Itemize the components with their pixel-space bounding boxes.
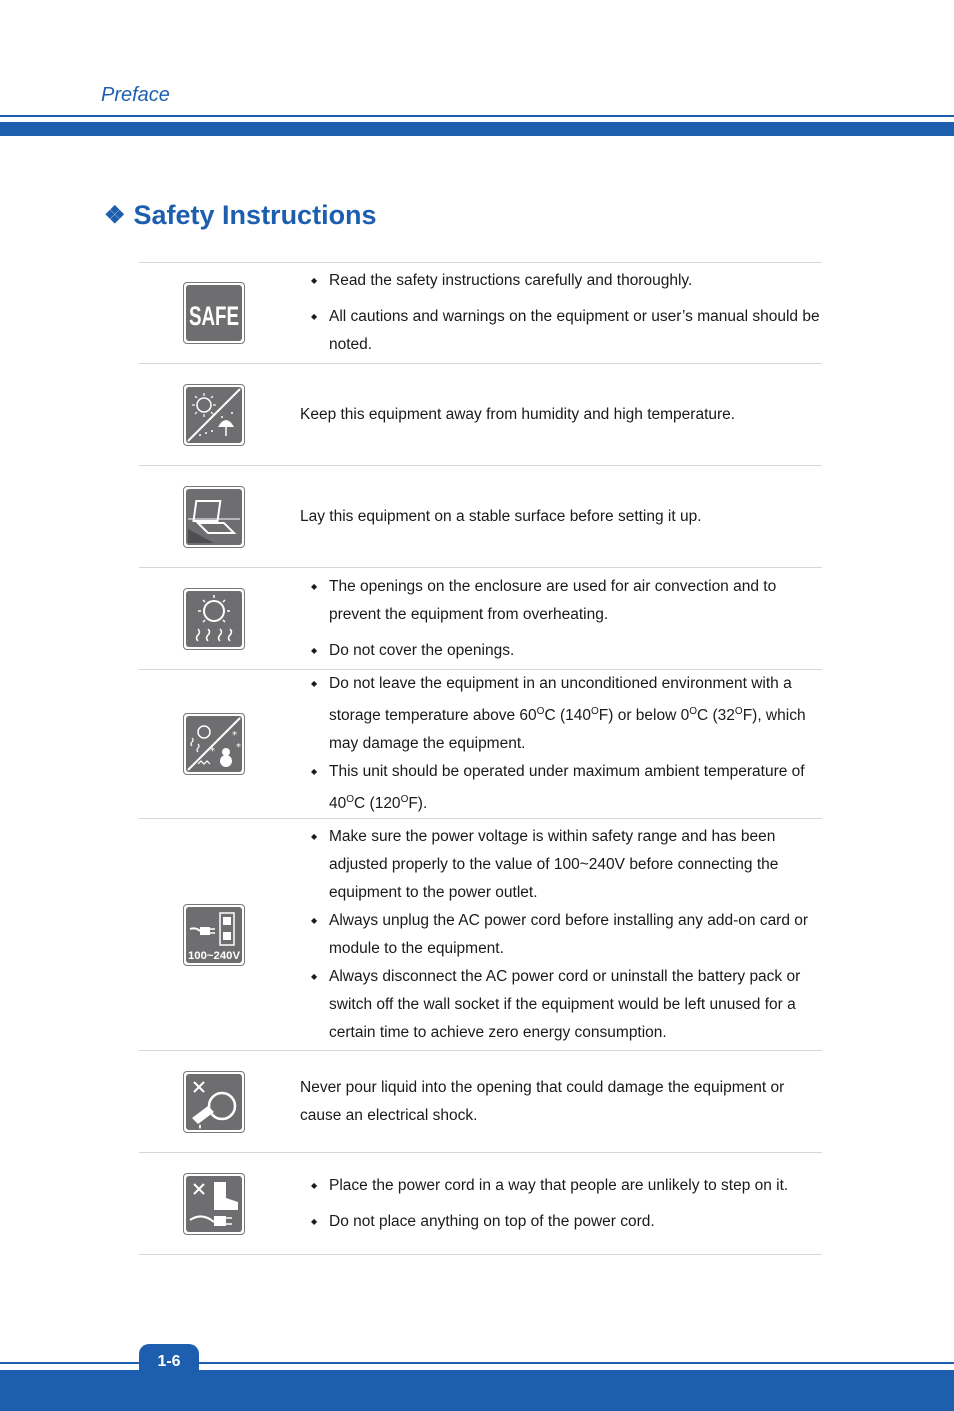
humidity-temperature-icon <box>183 384 245 446</box>
power-voltage-icon <box>183 904 245 966</box>
power-cord-icon <box>183 1173 245 1235</box>
table-row <box>139 567 822 669</box>
no-liquid-icon <box>183 1071 245 1133</box>
temperature-range-icon <box>183 713 245 775</box>
section-title: Safety Instructions <box>133 200 377 230</box>
list-item: ◆ Read the safety instructions carefully and thoroughly. <box>300 267 822 295</box>
header-title: Preface <box>101 84 170 106</box>
list-item: ◆ The openings on the enclosure are used for air convection and to prevent the equipment from overheating. <box>300 573 822 629</box>
table-row <box>139 1152 822 1255</box>
header-bar <box>0 122 954 136</box>
list-item: ◆ Place the power cord in a way that people are unlikely to step on it. <box>300 1172 822 1200</box>
stable-surface-icon <box>183 486 245 548</box>
list-item: ◆ Do not leave the equipment in an unconditioned environment with a storage temperature above $60^OC$ $(140^OF)$ or below $0^OC$ $(32^OF)$, which may damage the equipment. <box>300 670 822 758</box>
table-row <box>139 363 822 465</box>
diamond-bullet-icon: ❖ <box>104 202 126 229</box>
safe-icon <box>183 282 245 344</box>
list-item: ◆ Always disconnect the AC power cord or uninstall the battery pack or switch off the wall socket if the equipment would be left unused for a certain time to achieve zero energy consumption. <box>300 963 822 1047</box>
list-item: ◆ Do not cover the openings. <box>300 637 822 665</box>
table-row <box>139 465 822 567</box>
svg-text:*: * <box>236 742 241 753</box>
list-item: ◆ Do not place anything on top of the power cord. <box>300 1208 822 1236</box>
section-heading <box>104 200 377 231</box>
list-item: ◆ Always unplug the AC power cord before installing any add-on card or module to the equipment. <box>300 907 822 963</box>
row-text: Never pour liquid into the opening that could damage the equipment or cause an electrical shock. <box>300 1078 785 1124</box>
list-item: ◆ This unit should be operated under maximum ambient temperature of $40^OC$ $(120^OF)$. <box>300 758 822 818</box>
list-item: ◆ All cautions and warnings on the equipment or user’s manual should be noted. <box>300 303 822 359</box>
voltage-label: 100~240V <box>188 949 241 962</box>
page-number: 1-6 <box>139 1344 199 1382</box>
table-row <box>139 1050 822 1152</box>
safe-icon-text: SAFE <box>189 301 239 331</box>
list-item: ◆ Make sure the power voltage is within safety range and has been adjusted properly to the value of 100~240V before connecting the equipment to the power outlet. <box>300 823 822 907</box>
safety-table <box>139 262 822 1255</box>
table-row <box>139 262 822 363</box>
svg-text:*: * <box>232 730 237 741</box>
row-text: Lay this equipment on a stable surface before setting it up. <box>300 507 702 525</box>
svg-text:*: * <box>210 746 215 757</box>
ventilation-icon <box>183 588 245 650</box>
header-rule <box>0 115 954 117</box>
row-text: Keep this equipment away from humidity and high temperature. <box>300 405 736 423</box>
table-row <box>139 669 822 818</box>
table-row <box>139 818 822 1050</box>
